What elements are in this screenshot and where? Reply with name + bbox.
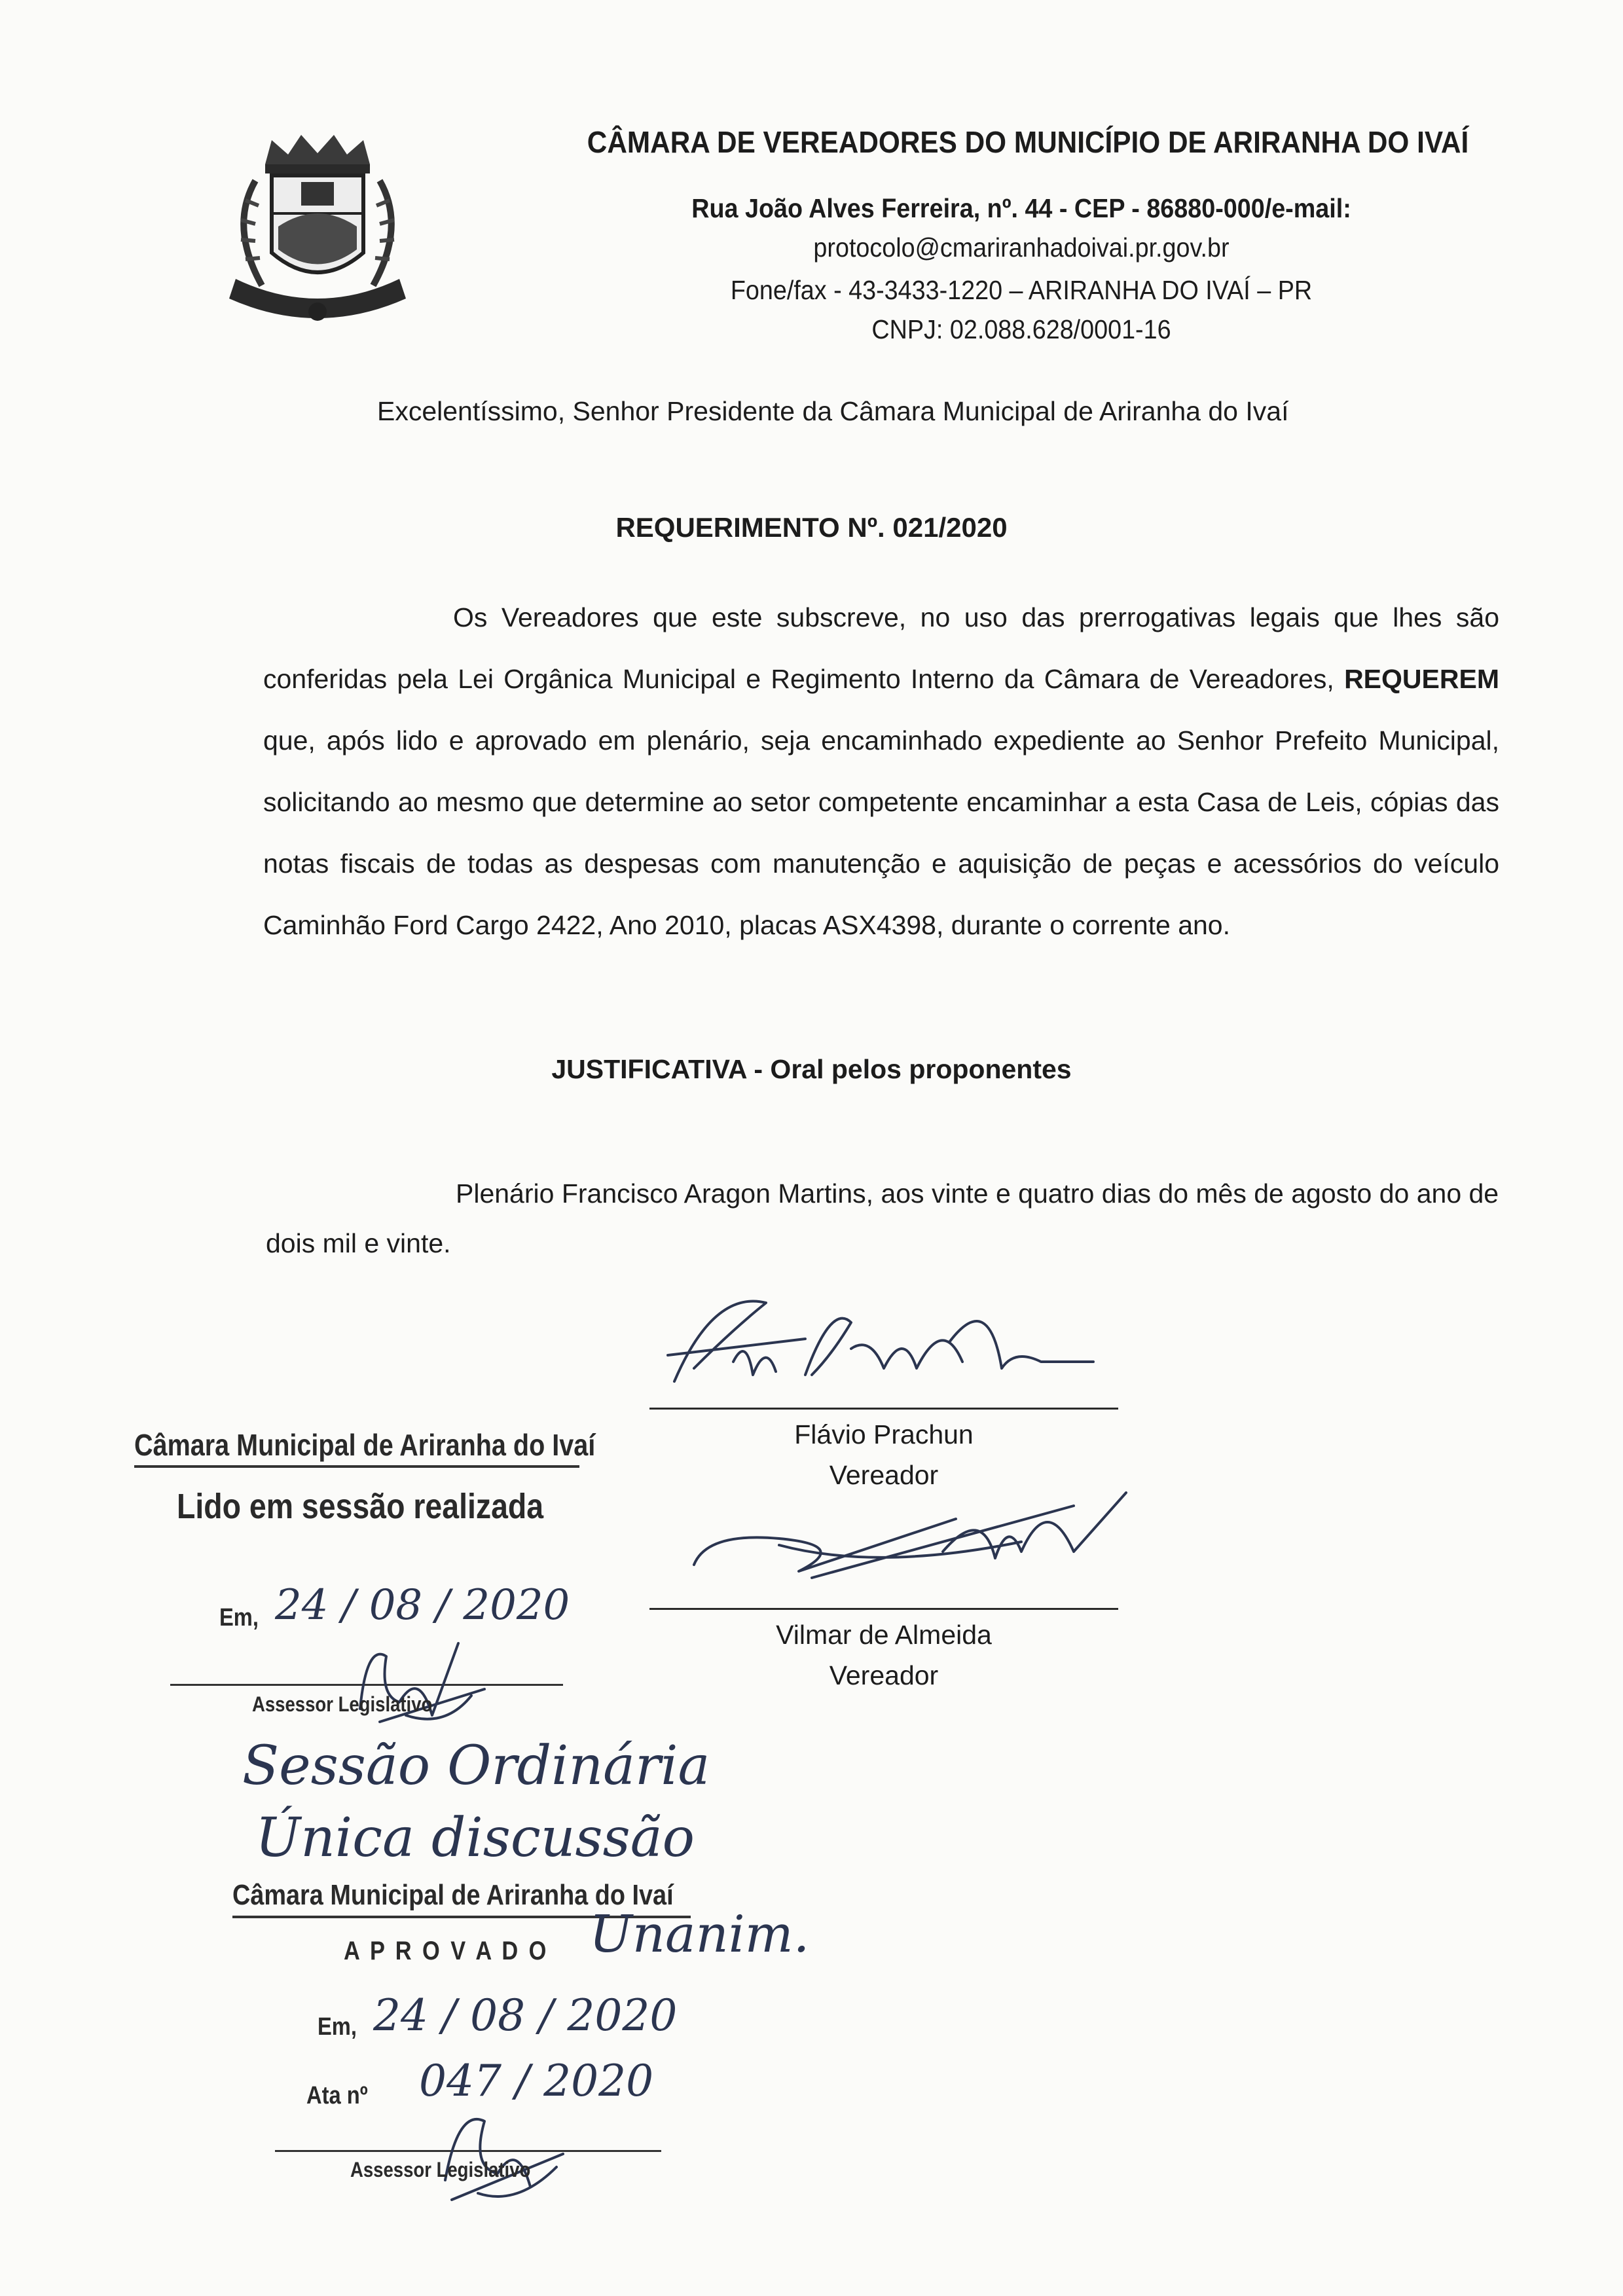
signature-line-2 bbox=[649, 1608, 1118, 1610]
stamp-approved-status: A P R O V A D O bbox=[344, 1937, 549, 1965]
stamp-read-header: Câmara Municipal de Ariranha do Ivaí bbox=[134, 1428, 596, 1462]
stamp-approved-date: 24 / 08 / 2020 bbox=[373, 1990, 678, 2041]
stamp-read-signer: Assessor Legislativo bbox=[252, 1692, 433, 1716]
request-body-part2: que, após lido e aprovado em plenário, seja encaminhado expediente ao Senhor Prefeito Municipal, solicitando ao mesmo que determine ao setor competente encaminhar a esta Casa de Leis, cópias das notas fiscais de todas as despesas com manutenção e aquisição de peças e acessórios do veículo Caminhão Ford Cargo 2422, Ano 2010, placas ASX4398, durante o corrente ano. bbox=[263, 725, 1499, 940]
signature-vilmar-icon bbox=[681, 1480, 1139, 1591]
signer-1-name: Flávio Prachun bbox=[794, 1419, 974, 1449]
municipal-crest-icon bbox=[210, 128, 426, 331]
stamp-read-status: Lido em sessão realizada bbox=[177, 1487, 544, 1526]
salutation: Excelentíssimo, Senhor Presidente da Câmara Municipal de Ariranha do Ivaí bbox=[377, 396, 1289, 426]
request-keyword: REQUEREM bbox=[1344, 664, 1499, 694]
signer-1-role: Vereador bbox=[829, 1460, 939, 1490]
chamber-cnpj: CNPJ: 02.088.628/0001-16 bbox=[871, 314, 1171, 344]
stamp-approved-signer: Assessor Legislativo bbox=[350, 2158, 531, 2181]
signer-2-name: Vilmar de Almeida bbox=[776, 1620, 992, 1650]
handwritten-discussion: Única discussão bbox=[255, 1807, 695, 1869]
stamp-approved-minutes: 047 / 2020 bbox=[419, 2056, 654, 2106]
stamp-read-date: 24 / 08 / 2020 bbox=[275, 1581, 570, 1630]
assessor-signature-icon bbox=[340, 1630, 491, 1735]
stamp-read-date-label: Em, bbox=[219, 1604, 259, 1631]
request-body-part1: Os Vereadores que este subscreve, no uso das prerrogativas legais que lhes são conferidas pela Lei Orgânica Municipal e Regimento Interno da Câmara de Vereadores, bbox=[263, 602, 1499, 694]
signer-2-role: Vereador bbox=[829, 1660, 939, 1690]
justification-heading: JUSTIFICATIVA - Oral pelos proponentes bbox=[551, 1054, 1072, 1084]
chamber-phone: Fone/fax - 43-3433-1220 – ARIRANHA DO IVAÍ – PR bbox=[730, 275, 1313, 305]
chamber-email: protocolo@cmariranhadoivai.pr.gov.br bbox=[813, 232, 1230, 263]
handwritten-session-type: Sessão Ordinária bbox=[242, 1735, 710, 1797]
document-title: REQUERIMENTO Nº. 021/2020 bbox=[615, 512, 1008, 543]
stamp-approved-minutes-label: Ata nº bbox=[306, 2082, 368, 2109]
signature-flavio-icon bbox=[635, 1277, 1106, 1408]
chamber-name: CÂMARA DE VEREADORES DO MUNICÍPIO DE ARIRANHA DO IVAÍ bbox=[587, 125, 1469, 159]
stamp-read-rule bbox=[134, 1465, 579, 1468]
closing-text: Plenário Francisco Aragon Martins, aos vinte e quatro dias do mês de agosto do ano de dois mil e vinte. bbox=[266, 1178, 1499, 1258]
closing-paragraph bbox=[266, 1169, 1503, 1268]
request-body bbox=[263, 587, 1499, 956]
assessor-approved-signature-icon bbox=[419, 2095, 570, 2206]
chamber-address: Rua João Alves Ferreira, nº. 44 - CEP - 86880-000/e-mail: bbox=[691, 193, 1351, 223]
stamp-approved-date-label: Em, bbox=[318, 2013, 357, 2041]
handwritten-unanimous: Unanim. bbox=[589, 1905, 810, 1964]
signature-line-1 bbox=[649, 1408, 1118, 1410]
stamp-approved-header: Câmara Municipal de Ariranha do Ivaí bbox=[232, 1879, 674, 1911]
